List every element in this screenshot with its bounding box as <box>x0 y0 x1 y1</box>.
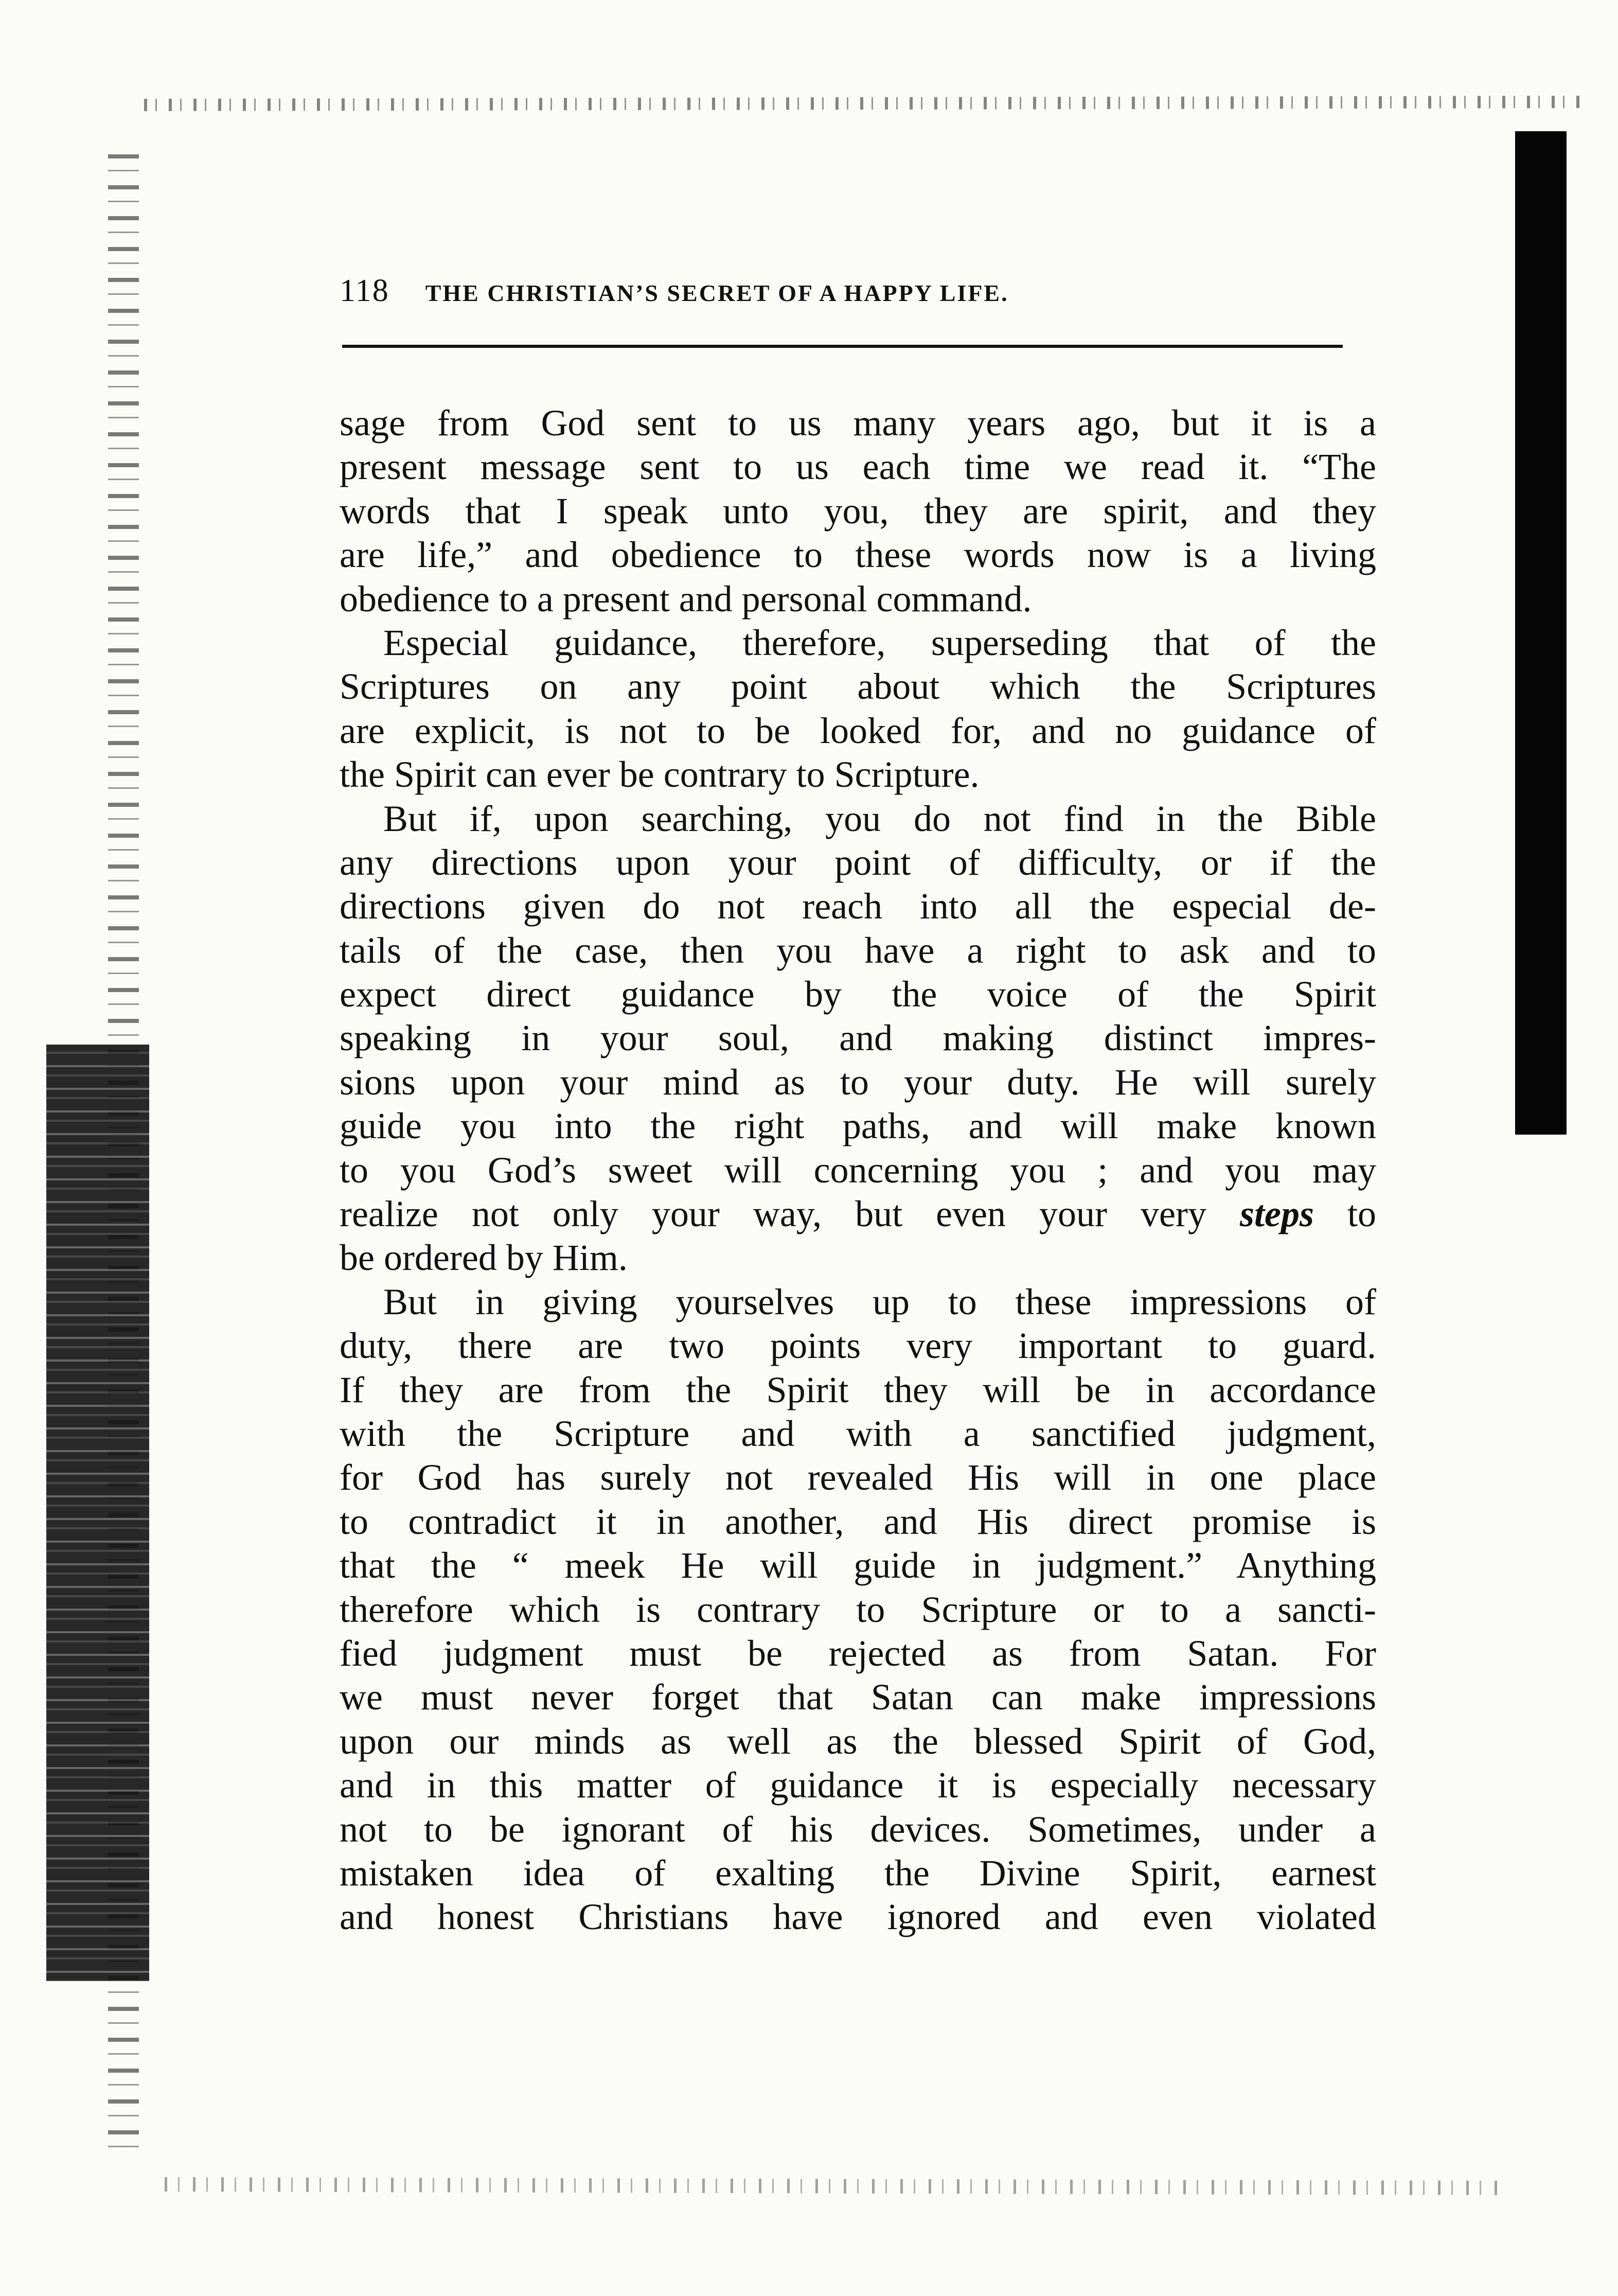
text-line-content: expect direct guidance by the voice of the Spirit <box>340 974 1376 1015</box>
text-line-content: duty, there are two points very important to guard. <box>340 1325 1376 1367</box>
text-line <box>340 665 1376 709</box>
text-line-content: sions upon your mind as to your duty. He will surely <box>340 1061 1376 1103</box>
text-line <box>340 1149 1376 1192</box>
text-line <box>340 1675 1376 1719</box>
scan-artifact-top-edge <box>144 86 1585 117</box>
text-line <box>340 753 1376 797</box>
text-line-content: not to be ignorant of his devices. Sometimes, under a <box>340 1808 1376 1850</box>
text-line <box>340 1763 1376 1807</box>
text-line-content: Scriptures on any point about which the Scriptures <box>340 666 1376 708</box>
text-line <box>340 1456 1376 1499</box>
text-line-content: we must never forget that Satan can make impressions <box>340 1676 1376 1718</box>
scan-artifact-bottom-edge <box>165 2166 1502 2202</box>
text-line <box>340 1851 1376 1895</box>
text-line <box>340 885 1376 928</box>
text-line-content: are life,” and obedience to these words now is a living <box>340 534 1376 576</box>
text-line <box>340 929 1376 973</box>
text-line-content: If they are from the Spirit they will be in accordance <box>340 1369 1376 1410</box>
text-line <box>340 1192 1376 1236</box>
text-line <box>340 533 1376 577</box>
text-line <box>340 489 1376 533</box>
scan-artifact-right-bar <box>1515 131 1567 1135</box>
text-line <box>340 1720 1376 1763</box>
text-line <box>340 1061 1376 1104</box>
italic-emphasis: steps <box>1239 1193 1314 1235</box>
text-line-content: tails of the case, then you have a right to ask and to <box>340 929 1376 971</box>
text-line <box>340 709 1376 753</box>
text-line-content: mistaken idea of exalting the Divine Spirit, earnest <box>340 1852 1376 1894</box>
text-line-tail: to <box>1313 1193 1376 1235</box>
text-line-content: are explicit, is not to be looked for, and no guidance of <box>340 710 1376 751</box>
text-line-content: words that I speak unto you, they are spirit, and they <box>340 490 1376 532</box>
text-line-content: to you God’s sweet will concerning you ; and you may <box>340 1149 1376 1191</box>
text-line <box>340 577 1376 621</box>
text-line <box>340 1544 1376 1587</box>
running-head: THE CHRISTIAN’S SECRET OF A HAPPY LIFE. <box>425 280 1009 306</box>
text-line-content: But if, upon searching, you do not find in the Bible <box>383 798 1376 839</box>
text-line-content: therefore which is contrary to Scripture or to a sancti- <box>340 1588 1376 1630</box>
text-line-content: be ordered by Him. <box>340 1237 628 1279</box>
scan-artifact-left-band <box>46 1045 149 1981</box>
text-line-content: directions given do not reach into all the especial de- <box>340 886 1376 927</box>
text-line <box>340 401 1376 445</box>
text-line-content: and in this matter of guidance it is especially necessary <box>340 1764 1376 1806</box>
text-line-content: with the Scripture and with a sanctified judgment, <box>340 1412 1376 1454</box>
text-line-content: obedience to a present and personal command. <box>340 578 1032 620</box>
text-line <box>340 1236 1376 1280</box>
text-line <box>340 1895 1376 1939</box>
text-line-content: that the “ meek He will guide in judgment.” Anything <box>340 1545 1376 1586</box>
text-line <box>340 841 1376 885</box>
text-line <box>340 1808 1376 1851</box>
text-line <box>340 1500 1376 1544</box>
text-line <box>340 973 1376 1016</box>
text-line <box>340 1280 1376 1324</box>
text-line-content: sage from God sent to us many years ago, but it is a <box>340 402 1376 444</box>
text-line <box>340 1324 1376 1368</box>
text-line-content: any directions upon your point of difficulty, or if the <box>340 841 1376 883</box>
text-line-content: to contradict it in another, and His direct promise is <box>340 1500 1376 1542</box>
page-header <box>340 273 1343 309</box>
text-line <box>340 1588 1376 1632</box>
text-line-content: upon our minds as well as the blessed Spirit of God, <box>340 1720 1376 1762</box>
page-number: 118 <box>340 273 389 308</box>
text-line <box>340 1412 1376 1456</box>
text-line-content: realize not only your way, but even your very <box>340 1193 1206 1235</box>
body-text <box>340 401 1376 1939</box>
text-line-content: and honest Christians have ignored and even violated <box>340 1896 1376 1938</box>
text-line-content: speaking in your soul, and making distinct impres- <box>340 1017 1376 1059</box>
text-line <box>340 797 1376 841</box>
text-line-content: guide you into the right paths, and will make known <box>340 1105 1376 1147</box>
header-rule <box>342 345 1343 348</box>
text-line-content: present message sent to us each time we read it. “The <box>340 446 1376 488</box>
text-line <box>340 1368 1376 1412</box>
text-line-content: the Spirit can ever be contrary to Scripture. <box>340 754 980 796</box>
text-line-content: But in giving yourselves up to these impressions of <box>383 1281 1376 1322</box>
text-line <box>340 1016 1376 1060</box>
text-line-content: for God has surely not revealed His will in one place <box>340 1457 1376 1498</box>
text-line <box>340 445 1376 489</box>
text-line-content: Especial guidance, therefore, superseding that of the <box>383 622 1376 663</box>
text-line <box>340 1104 1376 1148</box>
text-line <box>340 621 1376 665</box>
text-line <box>340 1632 1376 1675</box>
text-line-content: fied judgment must be rejected as from Satan. For <box>340 1632 1376 1674</box>
